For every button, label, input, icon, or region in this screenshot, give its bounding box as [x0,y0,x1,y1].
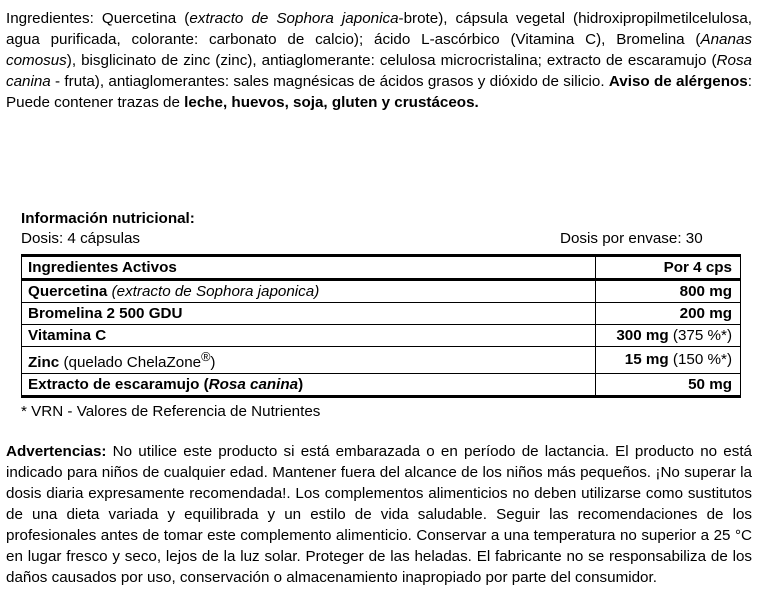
warnings-paragraph [6,441,752,588]
ingredient-value-cell [596,280,741,303]
table-footnote: * VRN - Valores de Referencia de Nutrientes [21,403,321,420]
ingredient-detail-end: ) [210,354,216,372]
ingredient-value-cell [596,347,741,374]
ingredient-value-cell [596,374,741,397]
allergen-notice-label: Aviso de alérgenos [608,73,748,90]
ingredient-name-cell [22,325,596,347]
ingredients-text: : Puede contener trazas de [6,73,752,111]
nutrition-title: Información nutricional: [21,210,195,227]
ingredient-name-cell [22,280,596,303]
ingredient-name: Quercetina [28,282,108,300]
table-row [22,347,741,374]
ingredient-detail: (extracto de Sophora japonica) [107,282,320,300]
ingredients-text-italic: extracto de Sophora japonica [189,10,399,27]
ingredient-name-cell [22,374,596,397]
warnings-label: Advertencias: [6,443,107,460]
ingredients-text: -brote), cápsula vegetal (hidroxipropilmetilcelulosa, agua purificada, colorante: carbonato de calcio); ácido L-ascórbico (Vitamina C), Bromelina ( [6,10,752,48]
ingredient-amount: 300 mg [616,326,669,344]
ingredients-paragraph [6,8,752,113]
ingredient-amount: 15 mg [624,351,669,369]
ingredient-detail: (quelado ChelaZone [59,354,202,372]
dose-text: Dosis: 4 cápsulas [21,230,141,247]
ingredients-text: ), bisglicinato de zinc (zinc), antiaglomerante: celulosa microcristalina; extracto de escaramujo ( [66,52,717,69]
ingredient-name-end: ) [298,375,304,393]
ingredients-text-italic: Rosa canina [6,52,752,90]
ingredient-latin-name: Rosa canina [208,375,299,393]
table-row [22,280,741,303]
ingredient-value-cell [596,303,741,325]
registered-mark: ® [201,350,211,364]
ingredient-name: Zinc [28,354,60,372]
ingredient-amount: 800 mg [679,282,732,300]
warnings-text: No utilice este producto si está embarazada o en período de lactancia. El producto no está indicado para niños de cualquier edad. Mantener fuera del alcance de los niños más pequeños. ¡No superar la dosis diaria expresamente recomendada!. Los complementos alimenticios no deben utilizarse como sustitutos de una dieta variada y equilibrada y un estilo de vida saludable. Seguir las recomendaciones de los profesionales antes de tomar este complemento alimenticio. Conservar a una temperatura no superior a 25 °C en lugar fresco y seco, lejos de la luz solar. Proteger de las heladas. El fabricante no se responsabiliza de los daños causados por uso, conservación o almacenamiento inapropiado por parte del consumidor. [6,443,752,586]
table-header-row [22,256,741,280]
table-row [22,325,741,347]
table-row [22,374,741,397]
header-ingredient-cell: Ingredientes Activos [22,256,596,280]
ingredient-percent: (150 %*) [668,351,732,369]
nutrition-table [21,254,741,398]
ingredient-name: Vitamina C [28,326,107,344]
ingredient-amount: 200 mg [679,304,732,322]
servings-text: Dosis por envase: 30 [560,230,703,247]
ingredients-text: Ingredientes: Quercetina ( [6,10,190,27]
ingredients-text-italic: Ananas comosus [6,31,752,69]
ingredient-name: Bromelina 2 500 GDU [28,304,183,322]
ingredient-name-cell [22,303,596,325]
allergen-list: leche, huevos, soja, gluten y crustáceos. [184,94,479,111]
ingredient-name: Extracto de escaramujo ( [28,375,209,393]
ingredient-value-cell [596,325,741,347]
ingredients-text: - fruta), antiaglomerantes: sales magnésicas de ácidos grasos y dióxido de silicio. [50,73,609,90]
ingredient-name-cell [22,347,596,374]
ingredient-amount: 50 mg [688,375,732,393]
header-value-cell: Por 4 cps [596,256,741,280]
ingredient-percent: (375 %*) [668,326,732,344]
table-row [22,303,741,325]
